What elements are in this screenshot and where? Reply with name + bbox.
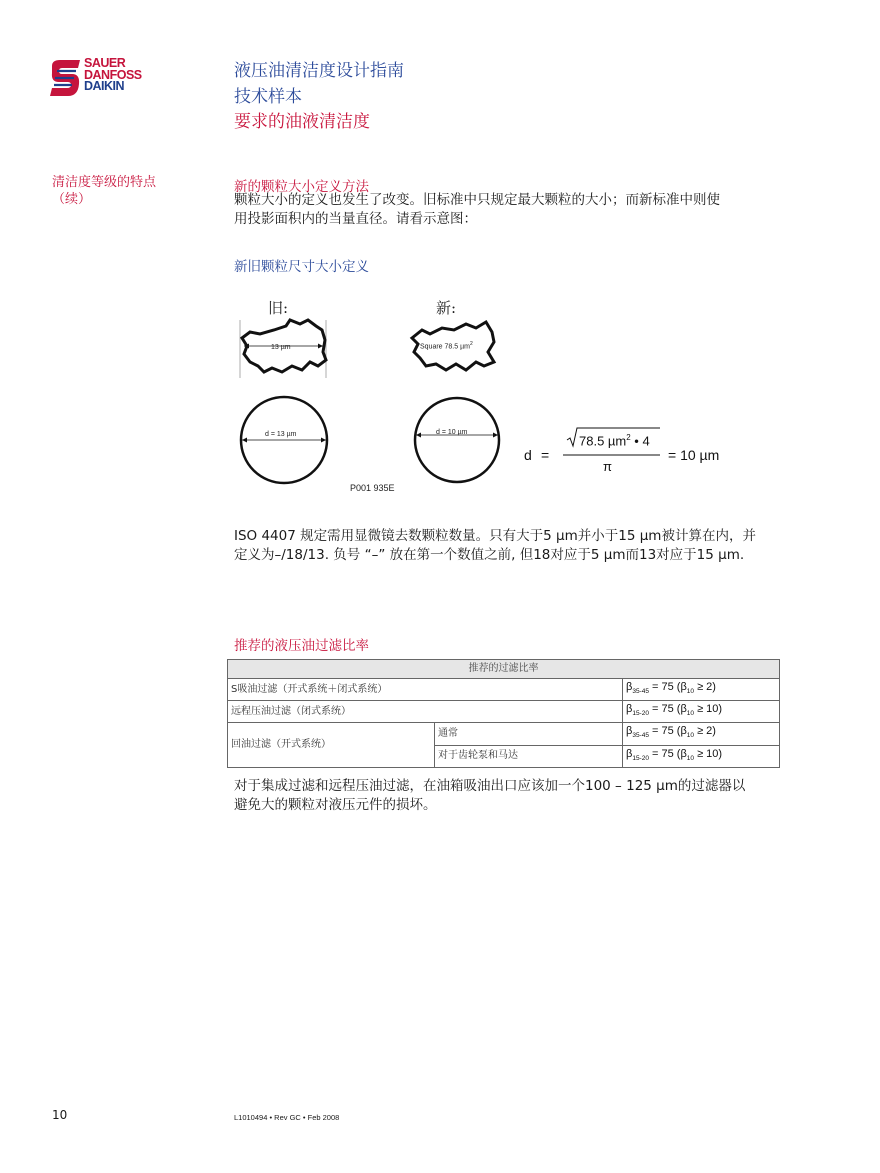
filter-ratio-table	[227, 659, 780, 768]
iso-line-1: ISO 4407 规定需用显微镜去数颗粒数量。只有大于5 µm并小于15 µm被计算在内，并	[234, 528, 756, 544]
beta-val: = 75 (β	[648, 703, 687, 716]
new-particle-label	[420, 341, 473, 350]
table-header-row	[228, 660, 780, 679]
iso-line-2: 定义为–/18/13. 负号 “–” 放在第一个数值之前, 但18对应于5 µm而13对应于15 µm.	[234, 547, 745, 563]
closing-paragraph	[234, 777, 745, 815]
row-sublabel: 对于齿轮泵和马达	[435, 745, 623, 767]
beta-sub: 35-45	[632, 688, 649, 696]
particle-definition-line-2: 用投影面积内的当量直径。请看示意图：	[234, 211, 477, 227]
beta-value	[623, 679, 780, 701]
beta-value	[623, 723, 780, 745]
old-label: 旧:	[268, 299, 289, 317]
beta-value	[623, 745, 780, 767]
brand-line-2: DANFOSS	[84, 67, 142, 82]
new-circle-label: d = 10 µm	[436, 429, 468, 436]
beta-symbol: β	[626, 681, 633, 693]
eq-numerator-value: 78.5 µm	[579, 433, 627, 449]
brand-s-icon	[48, 58, 82, 100]
sidebar-line-1: 清洁度等级的特点	[52, 175, 157, 190]
brand-line-3: DAIKIN	[84, 79, 125, 93]
particle-definition-text	[234, 191, 720, 229]
beta-val-tail: ≥ 2)	[694, 681, 716, 693]
iso-paragraph	[234, 527, 756, 565]
eq-equals: =	[541, 447, 550, 463]
new-particle-area: Square 78.5 µm	[420, 343, 470, 351]
beta-val-tail: ≥ 10)	[694, 703, 723, 716]
beta-val-tail: ≥ 2)	[694, 725, 716, 738]
new-particle-area-sup: 2	[469, 341, 473, 347]
table-row	[228, 723, 780, 745]
beta-val-sub: 10	[686, 754, 695, 762]
sidebar-heading	[52, 174, 212, 208]
page-number: 10	[52, 1108, 68, 1122]
table-row	[228, 701, 780, 723]
new-equivalent-circle	[415, 398, 499, 482]
table-header: 推荐的过滤比率	[228, 660, 780, 679]
row-sublabel: 通常	[435, 723, 623, 745]
figure-code: P001 935E	[350, 483, 395, 493]
brand-logo	[48, 58, 168, 104]
closing-line-2: 避免大的颗粒对液压元件的损坏。	[234, 797, 437, 813]
figure-heading: 新旧颗粒尺寸大小定义	[234, 259, 369, 275]
section-title: 要求的油液清洁度	[234, 112, 370, 132]
beta-val-sub: 10	[686, 688, 695, 696]
old-circle-label: d = 13 µm	[265, 431, 297, 438]
beta-val: = 75 (β	[648, 681, 687, 693]
new-label: 新:	[436, 299, 457, 317]
beta-val: = 75 (β	[648, 747, 687, 760]
brand-line-1: SAUER	[84, 56, 126, 70]
beta-sub: 35-45	[632, 732, 649, 740]
eq-denominator: π	[603, 459, 612, 474]
particle-size-figure	[230, 290, 740, 500]
beta-symbol: β	[626, 747, 633, 760]
eq-numerator-sup: 2	[626, 433, 631, 442]
doc-subtitle: 技术样本	[234, 87, 302, 107]
beta-val-tail: ≥ 10)	[694, 747, 723, 760]
filter-ratio-heading: 推荐的液压油过滤比率	[234, 638, 369, 654]
particle-definition-heading: 新的颗粒大小定义方法	[234, 179, 369, 195]
table-row	[228, 679, 780, 701]
old-particle-label: 13 µm	[271, 344, 291, 351]
eq-result: = 10 µm	[668, 447, 720, 463]
beta-val-sub: 10	[686, 732, 695, 740]
beta-sub: 15-20	[632, 754, 649, 762]
eq-numerator	[579, 433, 650, 448]
beta-sub: 15-20	[632, 710, 649, 718]
row-label: 回油过滤（开式系统）	[228, 723, 435, 767]
old-equivalent-circle	[241, 397, 327, 483]
beta-value	[623, 701, 780, 723]
particle-definition-line-1: 颗粒大小的定义也发生了改变。旧标准中只规定最大颗粒的大小；而新标准中则使	[234, 192, 720, 208]
beta-val: = 75 (β	[648, 725, 687, 738]
eq-d: d	[524, 447, 532, 463]
row-label: 远程压油过滤（闭式系统）	[228, 701, 623, 723]
closing-line-1: 对于集成过滤和远程压油过滤，在油箱吸油出口应该加一个100 – 125 µm的过滤器以	[234, 778, 746, 794]
doc-title: 液压油清洁度设计指南	[234, 61, 404, 81]
beta-val-sub: 10	[686, 710, 695, 718]
sidebar-line-2: （续）	[52, 192, 92, 207]
beta-symbol: β	[626, 725, 633, 738]
eq-numerator-tail: • 4	[630, 433, 650, 449]
beta-symbol: β	[626, 703, 633, 716]
row-label: S吸油过滤（开式系统＋闭式系统）	[228, 679, 623, 701]
document-code: L1010494 • Rev GC • Feb 2008	[234, 1113, 340, 1122]
